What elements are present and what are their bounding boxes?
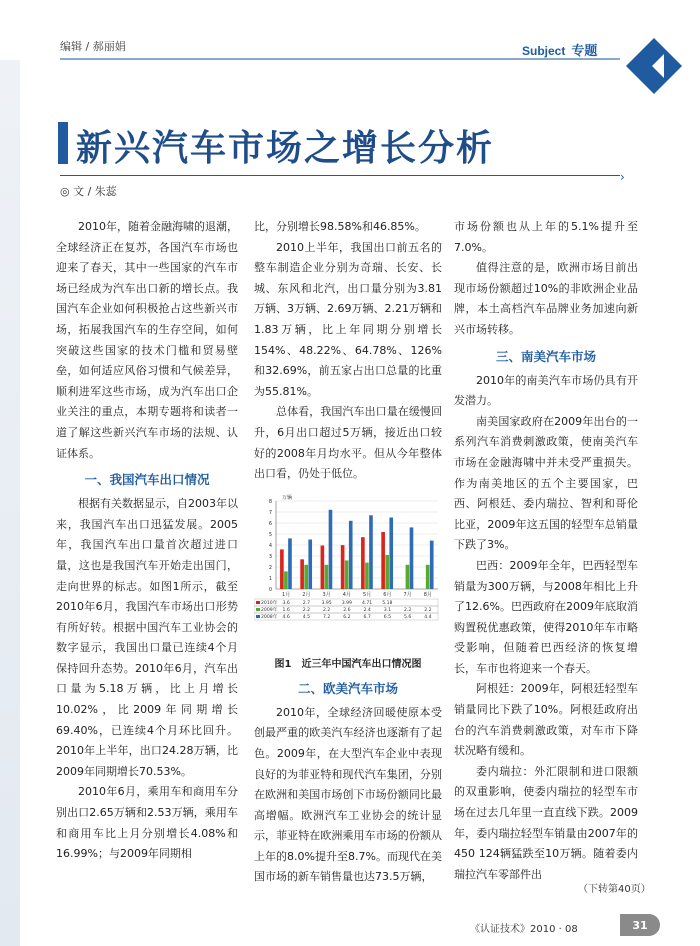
data-label: 3.99 xyxy=(341,600,352,606)
article-title: 新兴汽车市场之增长分析 xyxy=(76,128,495,169)
editor-credit: 编辑 / 郝丽娟 xyxy=(60,40,126,53)
header-rule xyxy=(60,58,620,60)
data-label: 7.2 xyxy=(322,614,331,620)
data-label: 6.2 xyxy=(343,614,351,620)
legend-swatch xyxy=(256,601,260,604)
journal-footer: 《认证技术》2010 · 08 xyxy=(470,924,578,935)
paragraph: 巴西：2009年全年，巴西轻型车销量为300万辆，与2008年相比上升了12.6%。巴西政府在2009年底取消购置税优惠政策，使得2010年车市略受影响，但随着巴西经济的恢复增长，车市也将迎来一个春天。 xyxy=(454,558,638,675)
legend-label: 2008年 xyxy=(261,614,278,620)
bar-2008年 xyxy=(430,540,434,588)
section-heading-2: 二、欧美汽车市场 xyxy=(297,680,398,696)
bar-2009年 xyxy=(385,555,389,589)
bar-2009年 xyxy=(406,565,410,589)
data-label: 6.7 xyxy=(363,614,371,620)
paragraph: 2010上半年，我国出口前五名的整车制造企业分别为奇瑞、长安、长城、东风和北汽，出口量分别为3.81万辆、3万辆、2.69万辆、2.21万辆和1.83万辆，比上年同期分别增长154%、48.22%、64.78%、126%和32.69%，前五家占出口总量的比重为55.81%。 xyxy=(254,240,442,398)
bar-2008年 xyxy=(369,515,373,589)
left-margin-band xyxy=(0,60,20,946)
x-tick-label: 1月 xyxy=(282,591,291,598)
data-label: 2.6 xyxy=(343,607,351,613)
paragraph: 2010年，随着金融海啸的退潮，全球经济正在复苏，各国汽车市场也迎来了春天，其中一些国家的汽车市场已经成为汽车出口新的增长点。我国汽车企业如何积极抢占这些新兴市场，拓展我国汽车的生存空间，如何突破这些国家的技术门槛和贸易壁垒，如何适应风俗习惯和气候差异，顺利进军这些市场，成为汽车出口企业关注的重点，本期专题将和读者一道了解这些新兴汽车市场的法规、认证体系。 xyxy=(56,220,238,460)
data-label: 3.95 xyxy=(321,600,332,606)
bar-2008年 xyxy=(410,527,414,589)
data-label: 2.2 xyxy=(322,607,331,613)
paragraph: 2010年，全球经济回暖使原本受创最严重的欧美汽车经济也逐渐有了起色。2009年，在大型汽车企业中表现良好的为菲亚特和现代汽车集团，分别在欧洲和美国市场创下市场份额同比最高增幅。欧洲汽车工业协会的统计显示，菲亚特在欧洲乘用车市场的份额从上年的8.0%提升至8.7%。而现代在美国市场的新车销售量也达73.5万辆， xyxy=(254,705,442,884)
data-label: 5.18 xyxy=(382,600,393,606)
y-tick-label: 6 xyxy=(268,520,272,527)
paragraph: 委内瑞拉：外汇限制和进口限额的双重影响，使委内瑞拉的轻型车市场在过去几年里一直直线下跌。2009年，委内瑞拉轻型车销量由2007年的450 124辆猛跌至10万辆。随着委内瑞拉汽车零部件出 xyxy=(454,764,638,881)
data-label: 2.2 xyxy=(424,607,432,613)
bar-2008年 xyxy=(288,538,292,589)
corner-arrow-icon xyxy=(624,36,684,96)
bar-2009年 xyxy=(426,565,430,589)
bar-2008年 xyxy=(329,510,333,589)
bar-2008年 xyxy=(308,539,312,589)
y-tick-label: 0 xyxy=(268,586,272,593)
bar-2008年 xyxy=(349,521,353,589)
paragraph: 阿根廷：2009年，阿根廷轻型车销量同比下跌了10%。阿根廷政府出台的汽车消费刺激政策，对车市下降状况略有缓和。 xyxy=(454,682,638,758)
x-tick-label: 8月 xyxy=(423,591,432,598)
y-tick-label: 5 xyxy=(268,531,272,538)
data-label: 2.7 xyxy=(302,600,311,606)
bar-chart-svg xyxy=(254,491,442,653)
data-label: 2.2 xyxy=(403,607,412,613)
data-label: 4.4 xyxy=(424,614,432,620)
bar-2010年 xyxy=(361,537,365,589)
legend-label: 2009年 xyxy=(261,607,278,613)
legend-swatch xyxy=(256,608,260,611)
paragraph: 总体看，我国汽车出口量在缓慢回升，6月出口超过5万辆，接近出口较好的2008年月均水平。但从今年整体出口看，仍处于低位。 xyxy=(254,405,442,481)
section-heading-3: 三、南美汽车市场 xyxy=(495,348,596,364)
x-tick-label: 5月 xyxy=(363,591,372,598)
bar-2009年 xyxy=(304,565,308,589)
paragraph: 市场份额也从上年的5.1%提升至7.0%。 xyxy=(454,220,638,254)
x-tick-label: 4月 xyxy=(342,591,351,598)
y-tick-label: 8 xyxy=(268,498,272,505)
bar-2009年 xyxy=(325,565,329,589)
paragraph: 值得注意的是，欧洲市场目前出现市场份额超过10%的非欧洲企业品牌，本土高档汽车品牌业务加速向新兴市场转移。 xyxy=(454,261,638,336)
section-label xyxy=(522,40,597,59)
x-tick-label: 6月 xyxy=(383,591,392,598)
paragraph: 比，分别增长98.58%和46.85%。 xyxy=(254,220,426,233)
data-label: 4.6 xyxy=(282,614,290,620)
y-tick-label: 3 xyxy=(268,553,272,560)
page-number: 31 xyxy=(620,914,660,936)
bar-2010年 xyxy=(280,549,284,589)
author-line: ◎ 文 / 朱蕊 xyxy=(60,185,117,198)
bar-2009年 xyxy=(284,571,288,589)
data-label: 3.1 xyxy=(383,607,392,613)
bar-2008年 xyxy=(389,517,393,589)
data-label: 6.5 xyxy=(383,614,392,620)
bar-2009年 xyxy=(345,560,349,589)
paragraph: 2010年6月，乘用车和商用车分别出口2.65万辆和2.53万辆，乘用车和商用车比上月分别增长4.08%和16.99%；与2009年同期相 xyxy=(56,785,238,861)
bar-2010年 xyxy=(321,545,325,588)
bar-2010年 xyxy=(381,532,385,589)
data-label: 3.6 xyxy=(282,600,290,606)
legend-swatch xyxy=(256,615,260,618)
data-label: 1.6 xyxy=(282,607,290,613)
legend-label: 2010年 xyxy=(261,600,278,606)
paragraph: 南美国家政府在2009年出台的一系列汽车消费刺激政策，使南美汽车市场在金融海啸中并未受严重损失。作为南美地区的五个主要国家，巴西、阿根廷、委内瑞拉、智利和哥伦比亚，2009年这五国的轻型车总销量下跌了3%。 xyxy=(454,414,638,552)
y-tick-label: 7 xyxy=(268,509,272,516)
x-tick-label: 3月 xyxy=(322,591,331,598)
chevron-right-icon: › xyxy=(620,170,625,184)
column-2 xyxy=(254,217,442,888)
export-chart xyxy=(254,491,442,653)
x-tick-label: 2月 xyxy=(302,591,311,598)
column-1 xyxy=(56,217,238,865)
data-label: 5.6 xyxy=(403,614,412,620)
continued-note: （下转第40页） xyxy=(578,884,651,895)
paragraph: 2010年的南美汽车市场仍具有开发潜力。 xyxy=(454,373,638,408)
data-label: 4.5 xyxy=(302,614,311,620)
column-3 xyxy=(454,217,638,885)
bar-2009年 xyxy=(365,562,369,588)
subject-label: Subject xyxy=(522,44,566,58)
section-heading-1: 一、我国汽车出口情况 xyxy=(84,472,210,488)
bar-2010年 xyxy=(300,559,304,589)
subject-cn-label: 专题 xyxy=(571,43,598,58)
y-tick-label: 4 xyxy=(268,542,272,549)
data-label: 2.2 xyxy=(302,607,311,613)
y-tick-label: 1 xyxy=(268,575,272,582)
data-label: 2.4 xyxy=(363,607,371,613)
paragraph: 根据有关数据显示，自2003年以来，我国汽车出口迅猛发展。2005年，我国汽车出口量首次超过进口量，这也是我国汽车开始走出国门，走向世界的标志。如图1所示，截至2010年6月，我国汽车市场出口形势有所好转。根据中国汽车工业协会的数字显示，我国出口量已连续4个月保持回升态势。2010年6月，汽车出口量为5.18万辆，比上月增长10.02%，比2009年同期增长69.40%，已连续4个月环比回升。2010年上半年，出口24.28万辆，比2009年同期增长70.53%。 xyxy=(56,497,238,778)
x-tick-label: 7月 xyxy=(403,591,412,598)
title-rule xyxy=(60,175,620,176)
bar-2010年 xyxy=(341,545,345,589)
title-accent-bar xyxy=(58,122,68,164)
data-label: 4.71 xyxy=(362,600,373,606)
y-axis-label: 万辆 xyxy=(282,494,293,501)
figure-caption: 图1 近三年中国汽车出口情况图 xyxy=(274,658,422,670)
y-tick-label: 2 xyxy=(268,564,272,571)
